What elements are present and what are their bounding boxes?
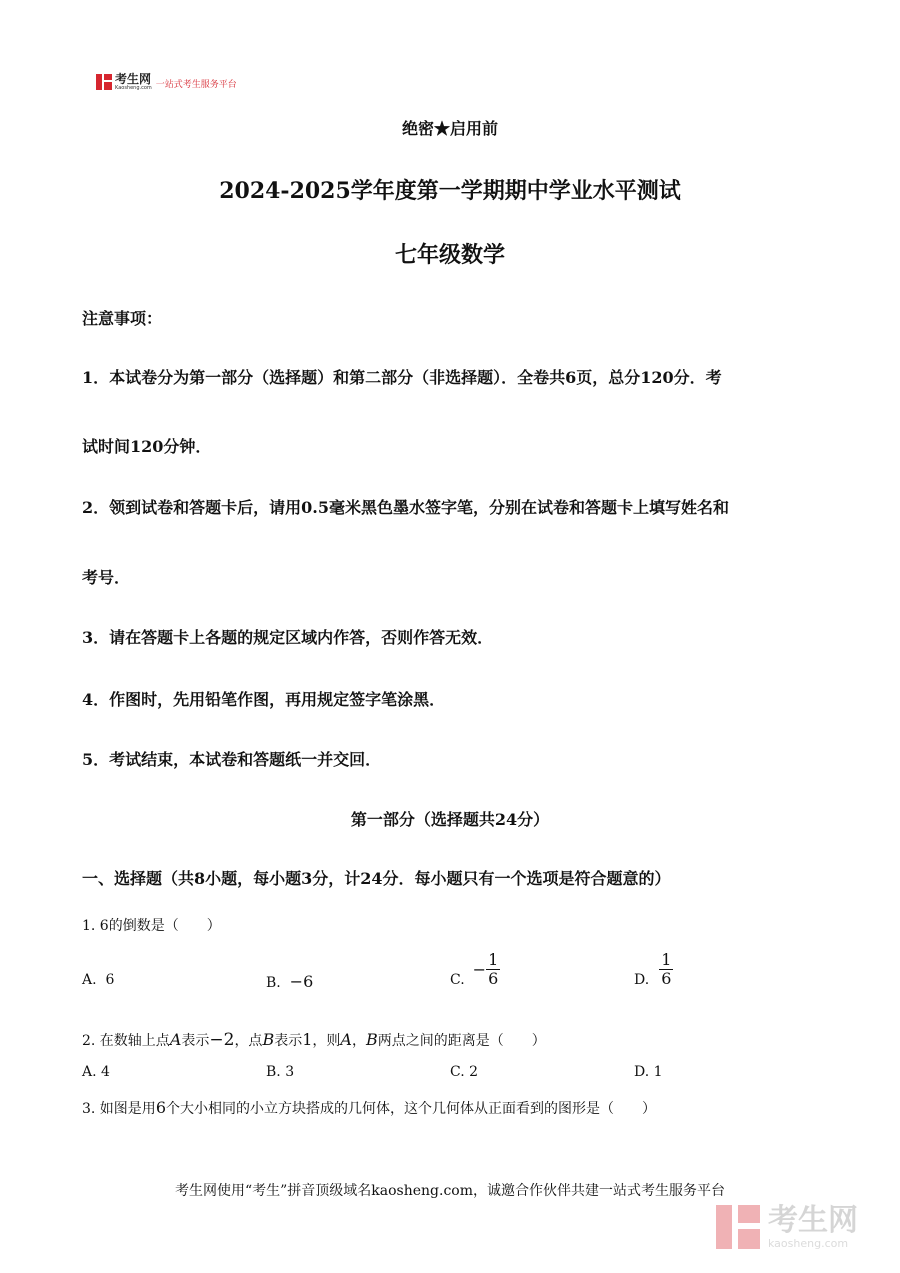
notice-item-3: 3．请在答题卡上各题的规定区域内作答，否则作答无效． [82,628,494,647]
notice-item-5: 5．考试结束，本试卷和答题纸一并交回． [82,750,382,769]
fraction: $\frac{1}{6}$ [661,949,672,988]
header-logo[interactable] [96,73,237,91]
footer-text: 考生网使用“考生”拼音顶级域名kaosheng.com，诚邀合作伙伴共建一站式考生服务平台 [174,1183,726,1199]
q1-option-d: D. $\frac{1}{6}$ [634,949,672,988]
q1-option-a: A. 6 [82,972,115,988]
notice-item-1: 1．本试卷分为第一部分（选择题）和第二部分（非选择题）．全卷共6页，总分120分．考 [82,368,722,387]
q2-option-c: C. 2 [450,1064,479,1080]
q1-option-c: C. − $\frac{1}{6}$ [450,949,499,988]
notice-item-1-cont: 试时间120分钟． [82,437,212,456]
watermark-name: 考生网 [768,1202,858,1238]
notice-item-4: 4．作图时，先用铅笔作图，再用规定签字笔涂黑． [82,690,446,709]
watermark-domain: kaosheng.com [768,1236,849,1250]
notice-heading: 注意事项： [82,309,163,328]
part1-heading: 第一部分（选择题共24分） [350,810,550,829]
q2-option-d: D. 1 [634,1064,663,1080]
logo-slogan: 一站式考生服务平台 [155,79,237,90]
logo-name: 考生网 [115,72,152,86]
watermark [716,1202,858,1250]
fraction: $\frac{1}{6}$ [488,949,499,988]
exam-subtitle: 七年级数学 [394,242,505,268]
exam-title: 2024-2025学年度第一学期期中学业水平测试 [219,178,681,204]
question-1-stem: 1. 6的倒数是（ ） [82,918,221,934]
question-3-stem: 3. 如图是用6个大小相同的小立方块搭成的几何体，这个几何体从正面看到的图形是（ ） [82,1098,656,1117]
q2-option-b: B. 3 [266,1064,295,1080]
section-heading: 一、选择题（共8小题，每小题3分，计24分．每小题只有一个选项是符合题意的） [82,869,671,888]
notice-item-2: 2．领到试卷和答题卡后，请用0.5毫米黑色墨水签字笔，分别在试卷和答题卡上填写姓名和 [82,498,729,517]
question-2-stem: 2. 在数轴上点A表示−2，点B表示1，则A，B两点之间的距离是（ ） [82,1030,546,1050]
q1-option-b: B. −6 [266,972,314,991]
logo-domain: Kaosheng.com [115,85,152,91]
kaosheng-watermark-icon [716,1205,760,1249]
notice-item-2-cont: 考号． [82,568,131,587]
logo-text [115,73,152,91]
q2-option-a: A. 4 [82,1064,110,1080]
secret-label: 绝密★启用前 [401,119,498,138]
kaosheng-logo-icon [96,74,112,90]
